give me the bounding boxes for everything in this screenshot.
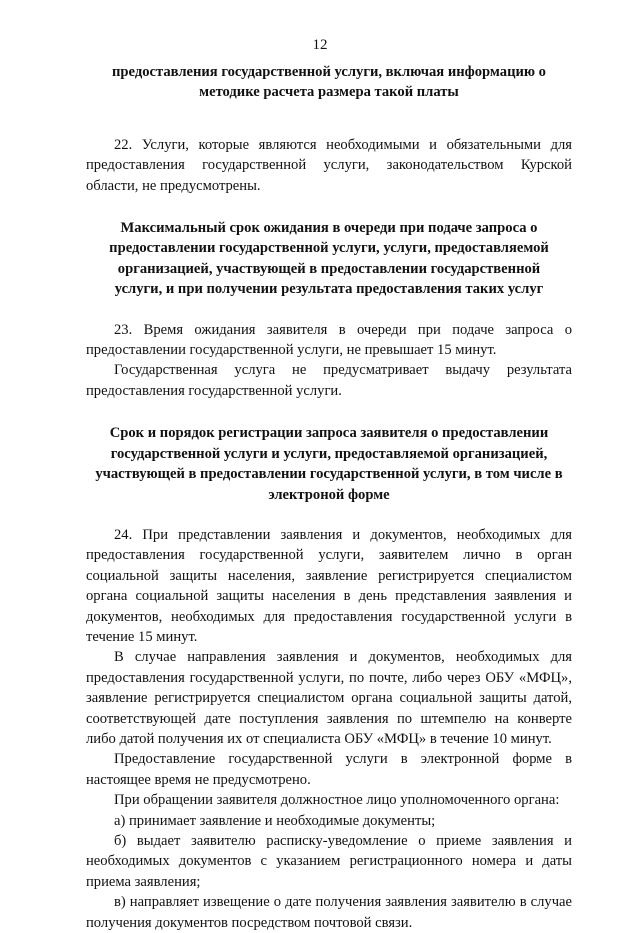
list-item-a: а) принимает заявление и необходимые документы; xyxy=(114,812,436,829)
page-number: 12 xyxy=(312,37,328,53)
heading-line: участвующей в предоставлении государственной услуги, в том числе в xyxy=(95,466,563,483)
list-item-b: б) выдает заявителю расписку-уведомление о приеме заявления и необходимых документов с указанием регистрационного номера и даты приема заявления; xyxy=(86,833,572,890)
heading-line: методике расчета размера такой платы xyxy=(199,84,459,101)
paragraph-24-electronic: Предоставление государственной услуги в электронной форме в настоящее время не предусмотрено. xyxy=(86,751,572,788)
heading-line: организацией, участвующей в предоставлении государственной xyxy=(117,260,541,277)
paragraph-24-official: При обращении заявителя должностное лицо уполномоченного органа: xyxy=(114,792,560,809)
heading-line: предоставления государственной услуги, включая информацию о xyxy=(112,64,546,80)
paragraph-23: 23. Время ожидания заявителя в очереди при подаче запроса о предоставлении государственной услуги, не превышает 15 минут. xyxy=(86,321,572,359)
heading-line: электроной форме xyxy=(268,486,390,503)
document-body xyxy=(86,62,572,933)
paragraph-22: 22. Услуги, которые являются необходимыми и обязательными для предоставления государственной услуги, законодательством Курской области, не предусмотрены. xyxy=(86,136,572,194)
list-item-c: в) направляет извещение о дате получения заявления заявителю в случае получения документов посредством почтовой связи. xyxy=(86,894,572,931)
section-heading-registration xyxy=(86,423,572,505)
heading-line: государственной услуги и услуги, предоставляемой организацией, xyxy=(110,445,548,462)
heading-line: Срок и порядок регистрации запроса заявителя о предоставлении xyxy=(109,425,549,442)
paragraph-24: 24. При представлении заявления и документов, необходимых для предоставления государственной услуги, заявителем лично в орган социальной защиты населения, заявление регистрируется специалистом органа социальной защиты населения в день представления заявления и документов, необходимых для предоставления государственной услуги в течение 15 минут. xyxy=(86,526,572,645)
heading-line: предоставлении государственной услуги, услуги, предоставляемой xyxy=(109,240,549,257)
paragraph-23-note: Государственная услуга не предусматривает выдачу результата предоставления государственной услуги. xyxy=(86,362,572,399)
section-heading-fees xyxy=(86,62,572,103)
section-heading-queue-time xyxy=(86,218,572,300)
heading-line: Максимальный срок ожидания в очереди при подаче запроса о xyxy=(120,220,538,237)
paragraph-24-mail: В случае направления заявления и документов, необходимых для предоставления государственной услуги, по почте, либо через ОБУ «МФЦ», заявление регистрируется специалистом органа социальной защиты датой, соответствующей дате поступления заявления по штемпелю на конверте либо датой получения их от специалиста ОБУ «МФЦ» в течение 10 минут. xyxy=(86,649,572,747)
heading-line: услуги, и при получении результата предоставления таких услуг xyxy=(114,281,544,298)
